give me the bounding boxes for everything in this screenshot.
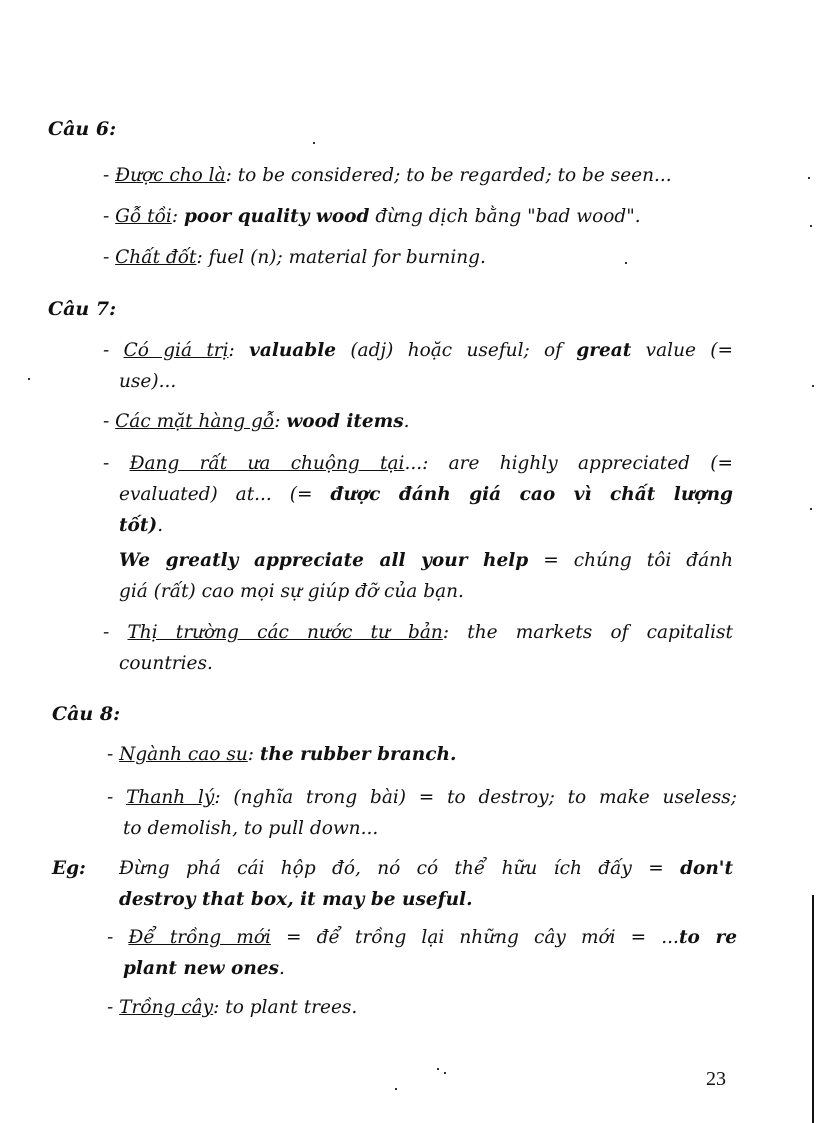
- term: Có giá trị: [123, 340, 229, 361]
- term: Chất đốt: [115, 247, 197, 268]
- cau8-item-1: [107, 739, 456, 770]
- page-number: 23: [706, 1068, 726, 1090]
- bullet: -: [103, 165, 110, 186]
- bullet: -: [107, 997, 114, 1018]
- line: [103, 448, 733, 479]
- heading-cau-6: Câu 6:: [48, 118, 117, 140]
- text: = để trồng lại những cây mới = ...: [270, 927, 679, 948]
- text: = chúng tôi đánh: [528, 550, 733, 571]
- text: .: [157, 515, 164, 536]
- separator: :: [274, 411, 287, 432]
- bullet: -: [103, 247, 110, 268]
- scan-speck: [810, 508, 812, 510]
- cau6-item-3: [103, 242, 486, 273]
- heading-cau-8: Câu 8:: [52, 703, 121, 725]
- bold-phrase: wood items: [286, 411, 404, 432]
- line: [119, 545, 733, 576]
- text: value (=: [631, 340, 733, 361]
- cau6-item-1: [103, 160, 672, 191]
- line: to demolish, to pull down...: [123, 818, 379, 839]
- term: Được cho là: [115, 165, 226, 186]
- term: Đang rất ưa chuộng tại: [129, 453, 405, 474]
- separator: :: [171, 206, 184, 227]
- bullet: -: [107, 787, 114, 808]
- bold-phrase: the rubber branch.: [259, 744, 457, 765]
- line: [103, 617, 733, 648]
- heading-cau-7: Câu 7:: [48, 298, 117, 320]
- cau6-item-2: [103, 201, 641, 232]
- scan-speck: [808, 177, 810, 179]
- separator: :: [247, 744, 260, 765]
- bold-phrase: được đánh giá cao vì chất lượng: [330, 484, 733, 505]
- text: ...: are highly appreciated (=: [404, 453, 733, 474]
- text: : the markets of capitalist: [442, 622, 733, 643]
- bold-phrase: We greatly appreciate all your help: [119, 550, 529, 571]
- cau7-example: [119, 545, 733, 607]
- text: evaluated) at... (=: [119, 484, 331, 505]
- term: Thanh lý: [126, 787, 215, 808]
- line: giá (rất) cao mọi sự giúp đỡ của bạn.: [119, 581, 464, 602]
- scan-speck: [395, 1088, 397, 1090]
- scan-speck: [444, 1072, 446, 1074]
- cau7-item-4: [103, 617, 733, 679]
- term: Gỗ tồi: [115, 206, 172, 227]
- scan-speck: [28, 378, 30, 380]
- definition: : to be considered; to be regarded; to be seen...: [225, 165, 672, 186]
- cau8-item-4: [107, 992, 357, 1023]
- separator: :: [228, 340, 250, 361]
- term: Để trồng mới: [128, 927, 271, 948]
- scan-speck: [625, 262, 627, 264]
- cau8-example: [119, 853, 733, 915]
- term: Trồng cây: [119, 997, 214, 1018]
- cau7-item-3: [103, 448, 733, 541]
- cau7-item-1: [103, 335, 733, 397]
- line: [103, 510, 733, 541]
- term: Ngành cao su: [119, 744, 248, 765]
- line: [103, 479, 733, 510]
- bullet: -: [107, 927, 114, 948]
- bullet: -: [103, 206, 110, 227]
- scan-speck: [810, 225, 812, 227]
- line: use)...: [119, 371, 177, 392]
- bullet: -: [103, 340, 110, 361]
- bullet: -: [107, 744, 114, 765]
- cau8-item-3: [107, 922, 737, 984]
- text: : (nghĩa trong bài) = to destroy; to make useless;: [214, 787, 737, 808]
- line: [107, 922, 737, 953]
- definition: đừng dịch bằng "bad wood".: [369, 206, 641, 227]
- bullet: -: [103, 622, 110, 643]
- text: .: [403, 411, 410, 432]
- bold-word: valuable: [249, 340, 337, 361]
- bold-phrase: plant new ones: [123, 958, 279, 979]
- bold-phrase: tốt): [119, 515, 158, 536]
- scan-speck: [812, 385, 814, 387]
- line: countries.: [119, 653, 213, 674]
- bold-word: to re: [678, 927, 738, 948]
- scan-edge-line: [812, 895, 814, 1123]
- eg-label: Eg:: [52, 858, 86, 879]
- line: [107, 953, 737, 984]
- bullet: -: [103, 453, 110, 474]
- cau7-item-2: [103, 406, 410, 437]
- bold-word: don't: [680, 858, 733, 879]
- term: Thị trường các nước tư bản: [127, 622, 443, 643]
- scan-speck: [313, 142, 315, 144]
- text: .: [278, 958, 285, 979]
- bullet: -: [103, 411, 110, 432]
- term: Các mặt hàng gỗ: [115, 411, 275, 432]
- bold-word: great: [576, 340, 632, 361]
- line: [119, 853, 733, 884]
- line: [103, 335, 733, 366]
- scan-speck: [437, 1068, 439, 1070]
- text: Đừng phá cái hộp đó, nó có thể hữu ích đấy =: [119, 858, 681, 879]
- line: destroy that box, it may be useful.: [119, 889, 473, 910]
- bold-phrase: poor quality wood: [183, 206, 370, 227]
- definition: : to plant trees.: [213, 997, 358, 1018]
- line: [107, 782, 737, 813]
- cau8-item-2: [107, 782, 737, 844]
- definition: : fuel (n); material for burning.: [196, 247, 486, 268]
- text: (adj) hoặc useful; of: [336, 340, 577, 361]
